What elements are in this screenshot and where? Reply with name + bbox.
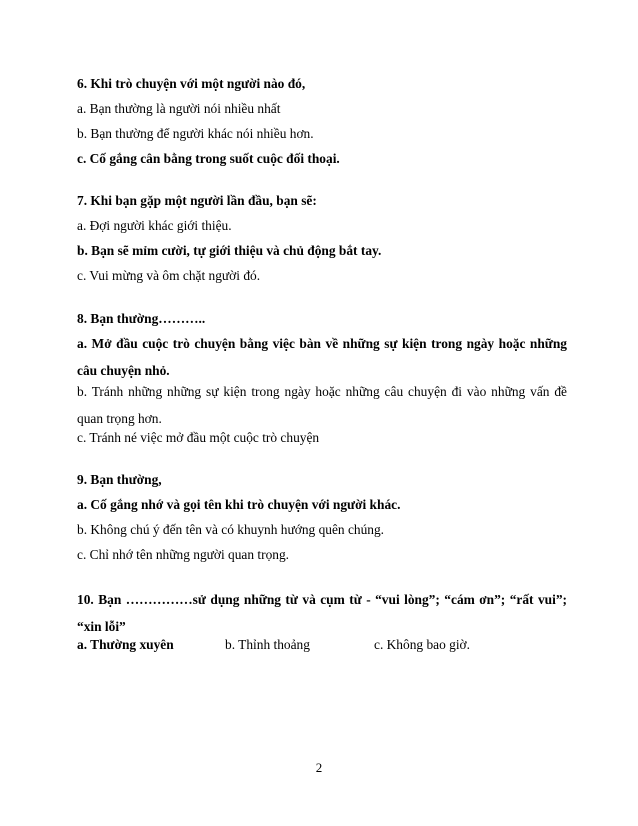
page-number: 2	[315, 760, 323, 775]
question-10-option-a: a. Thường xuyên	[77, 637, 174, 652]
question-9-option-c: c. Chỉ nhớ tên những người quan trọng.	[77, 547, 290, 562]
question-9-option-b: b. Không chú ý đến tên và có khuynh hướng quên chúng.	[77, 522, 385, 537]
question-8-option-c: c. Tránh né việc mở đầu một cuộc trò chuyện	[77, 430, 320, 445]
question-10-options	[77, 637, 567, 653]
question-10-option-c: c. Không bao giờ.	[374, 637, 470, 652]
question-9-option-a: a. Cố gắng nhớ và gọi tên khi trò chuyện với người khác.	[77, 497, 401, 512]
question-6-option-c: c. Cố gắng cân bằng trong suốt cuộc đối thoại.	[77, 151, 340, 166]
question-6-option-a: a. Bạn thường là người nói nhiều nhất	[77, 101, 281, 116]
question-10-option-b: b. Thỉnh thoảng	[225, 637, 310, 652]
question-6-option-b: b. Bạn thường để người khác nói nhiều hơn.	[77, 126, 314, 141]
question-7-option-c: c. Vui mừng và ôm chặt người đó.	[77, 268, 261, 283]
question-7-option-a: a. Đợi người khác giới thiệu.	[77, 218, 232, 233]
question-7-option-b: b. Bạn sẽ mỉm cười, tự giới thiệu và chủ động bắt tay.	[77, 243, 382, 258]
question-9-heading: 9. Bạn thường,	[77, 472, 162, 487]
question-8-option-b: b. Tránh những những sự kiện trong ngày hoặc những câu chuyện đi vào những vấn đề quan trọng hơn.	[77, 384, 567, 426]
question-10-heading: 10. Bạn ……………sử dụng những từ và cụm từ - “vui lòng”; “cám ơn”; “rất vui”; “xin lỗi”	[77, 592, 567, 634]
question-8-heading: 8. Bạn thường………..	[77, 311, 206, 326]
question-8-option-a: a. Mở đầu cuộc trò chuyện bằng việc bàn về những sự kiện trong ngày hoặc những câu chuyện nhỏ.	[77, 336, 567, 378]
question-6-heading: 6. Khi trò chuyện với một người nào đó,	[77, 76, 306, 91]
question-7-heading: 7. Khi bạn gặp một người lần đầu, bạn sẽ:	[77, 193, 317, 208]
